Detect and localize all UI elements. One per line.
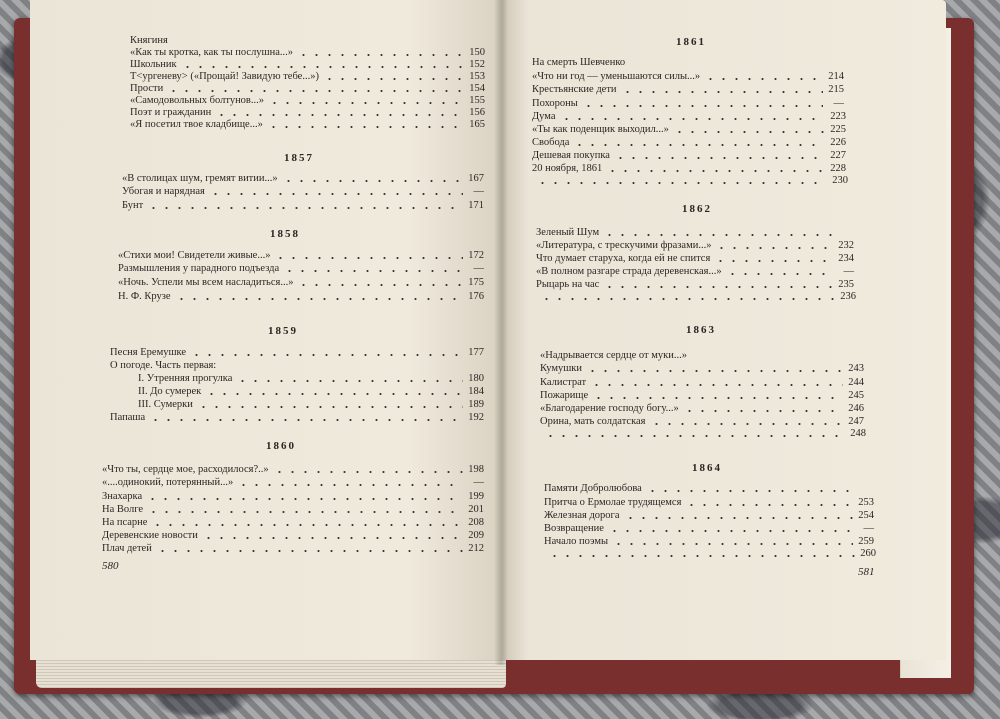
toc-entry: III. Сумерки 189 [138, 399, 484, 410]
toc-entry: Школьник 152 [130, 59, 485, 70]
toc-entry: Памяти Добролюбова [544, 482, 874, 495]
toc-entry: 236 [536, 290, 856, 303]
toc-entry: Свобода 226 [532, 137, 846, 148]
year-heading: 1859 [268, 325, 298, 337]
year-heading: 1858 [270, 228, 300, 240]
toc-entry: Рыцарь на час 235 [536, 279, 854, 290]
toc-entry: Знахарка 199 [102, 491, 484, 502]
toc-entry: «Литература, с трескучими фразами...» 232 [536, 240, 854, 251]
toc-entry: Зеленый Шум [536, 226, 854, 239]
book-gutter [494, 0, 508, 665]
toc-entry: Т<ургеневу> («Прощай! Завидую тебе...») 153 [130, 71, 485, 82]
toc-entry: Дешевая покупка 227 [532, 150, 846, 161]
toc-entry: «Самодовольных болтунов...» 155 [130, 95, 485, 106]
toc-entry: «Ночь. Успели мы всем насладиться...» 175 [118, 277, 484, 288]
page-number: 580 [102, 560, 119, 572]
toc-entry: Калистрат 244 [540, 377, 864, 388]
toc-entry: 260 [544, 547, 876, 560]
toc-entry: «Стихи мои! Свидетели живые...» 172 [118, 250, 484, 261]
toc-entry: Бунт 171 [122, 200, 484, 211]
toc-entry: На смерть Шевченко [532, 57, 626, 68]
toc-entry: Папаша 192 [110, 412, 484, 423]
toc-entry: О погоде. Часть первая: [110, 360, 217, 371]
right-page [502, 0, 946, 660]
toc-entry: Начало поэмы 259 [544, 536, 874, 547]
toc-entry: Железная дорога 254 [544, 510, 874, 521]
toc-entry: «Как ты кротка, как ты послушна...» 150 [130, 47, 485, 58]
toc-entry: «Что ни год — уменьшаются силы...» 214 [532, 71, 844, 82]
toc-entry: Убогая и нарядная — [122, 186, 484, 197]
page-number: 581 [858, 566, 875, 578]
toc-entry: Кумушки 243 [540, 363, 864, 374]
toc-entry: Пожарище 245 [540, 390, 864, 401]
toc-entry: «Благодарение господу богу...» 246 [540, 403, 864, 414]
left-page [30, 0, 502, 660]
toc-entry: Что думает старуха, когда ей не спится 234 [536, 253, 854, 264]
year-heading: 1861 [676, 36, 706, 48]
toc-entry: Размышления у парадного подъезда — [118, 263, 484, 274]
toc-entry: «Я посетил твое кладбище...» 165 [130, 119, 485, 130]
toc-entry: «В столицах шум, гремят витии...» 167 [122, 173, 484, 184]
year-heading: 1857 [284, 152, 314, 164]
toc-entry: «Надрывается сердце от муки...» [540, 350, 687, 361]
toc-entry: «В полном разгаре страда деревенская...» — [536, 266, 854, 277]
toc-entry: Прости 154 [130, 83, 485, 94]
toc-entry: Княгиня [130, 35, 168, 46]
toc-entry: 20 ноября, 1861 228 [532, 163, 846, 174]
toc-entry: Поэт и гражданин 156 [130, 107, 485, 118]
year-heading: 1860 [266, 440, 296, 452]
toc-entry: Песня Еремушке 177 [110, 347, 484, 358]
toc-entry: II. До сумерек 184 [138, 386, 484, 397]
toc-entry: Дума 223 [532, 111, 846, 122]
toc-entry: Крестьянские дети 215 [532, 84, 844, 95]
toc-entry: «Что ты, сердце мое, расходилося?..» 198 [102, 464, 484, 475]
toc-entry: Деревенские новости 209 [102, 530, 484, 541]
toc-entry: «....одинокий, потерянный...» — [102, 477, 484, 488]
toc-entry: I. Утренняя прогулка 180 [138, 373, 484, 384]
year-heading: 1864 [692, 462, 722, 474]
toc-entry: Притча о Ермолае трудящемся 253 [544, 497, 874, 508]
toc-entry: 248 [540, 427, 866, 440]
toc-entry: Похороны — [532, 98, 844, 109]
toc-entry: На Волге 201 [102, 504, 484, 515]
year-heading: 1863 [686, 324, 716, 336]
toc-entry: Возвращение — [544, 523, 874, 534]
toc-entry: 230 [532, 174, 848, 187]
toc-entry: Н. Ф. Крузе 176 [118, 291, 484, 302]
toc-entry: Орина, мать солдатская 247 [540, 416, 864, 427]
toc-entry: «Ты как поденщик выходил...» 225 [532, 124, 846, 135]
toc-entry: На псарне 208 [102, 517, 484, 528]
toc-entry: Плач детей 212 [102, 543, 484, 554]
year-heading: 1862 [682, 203, 712, 215]
